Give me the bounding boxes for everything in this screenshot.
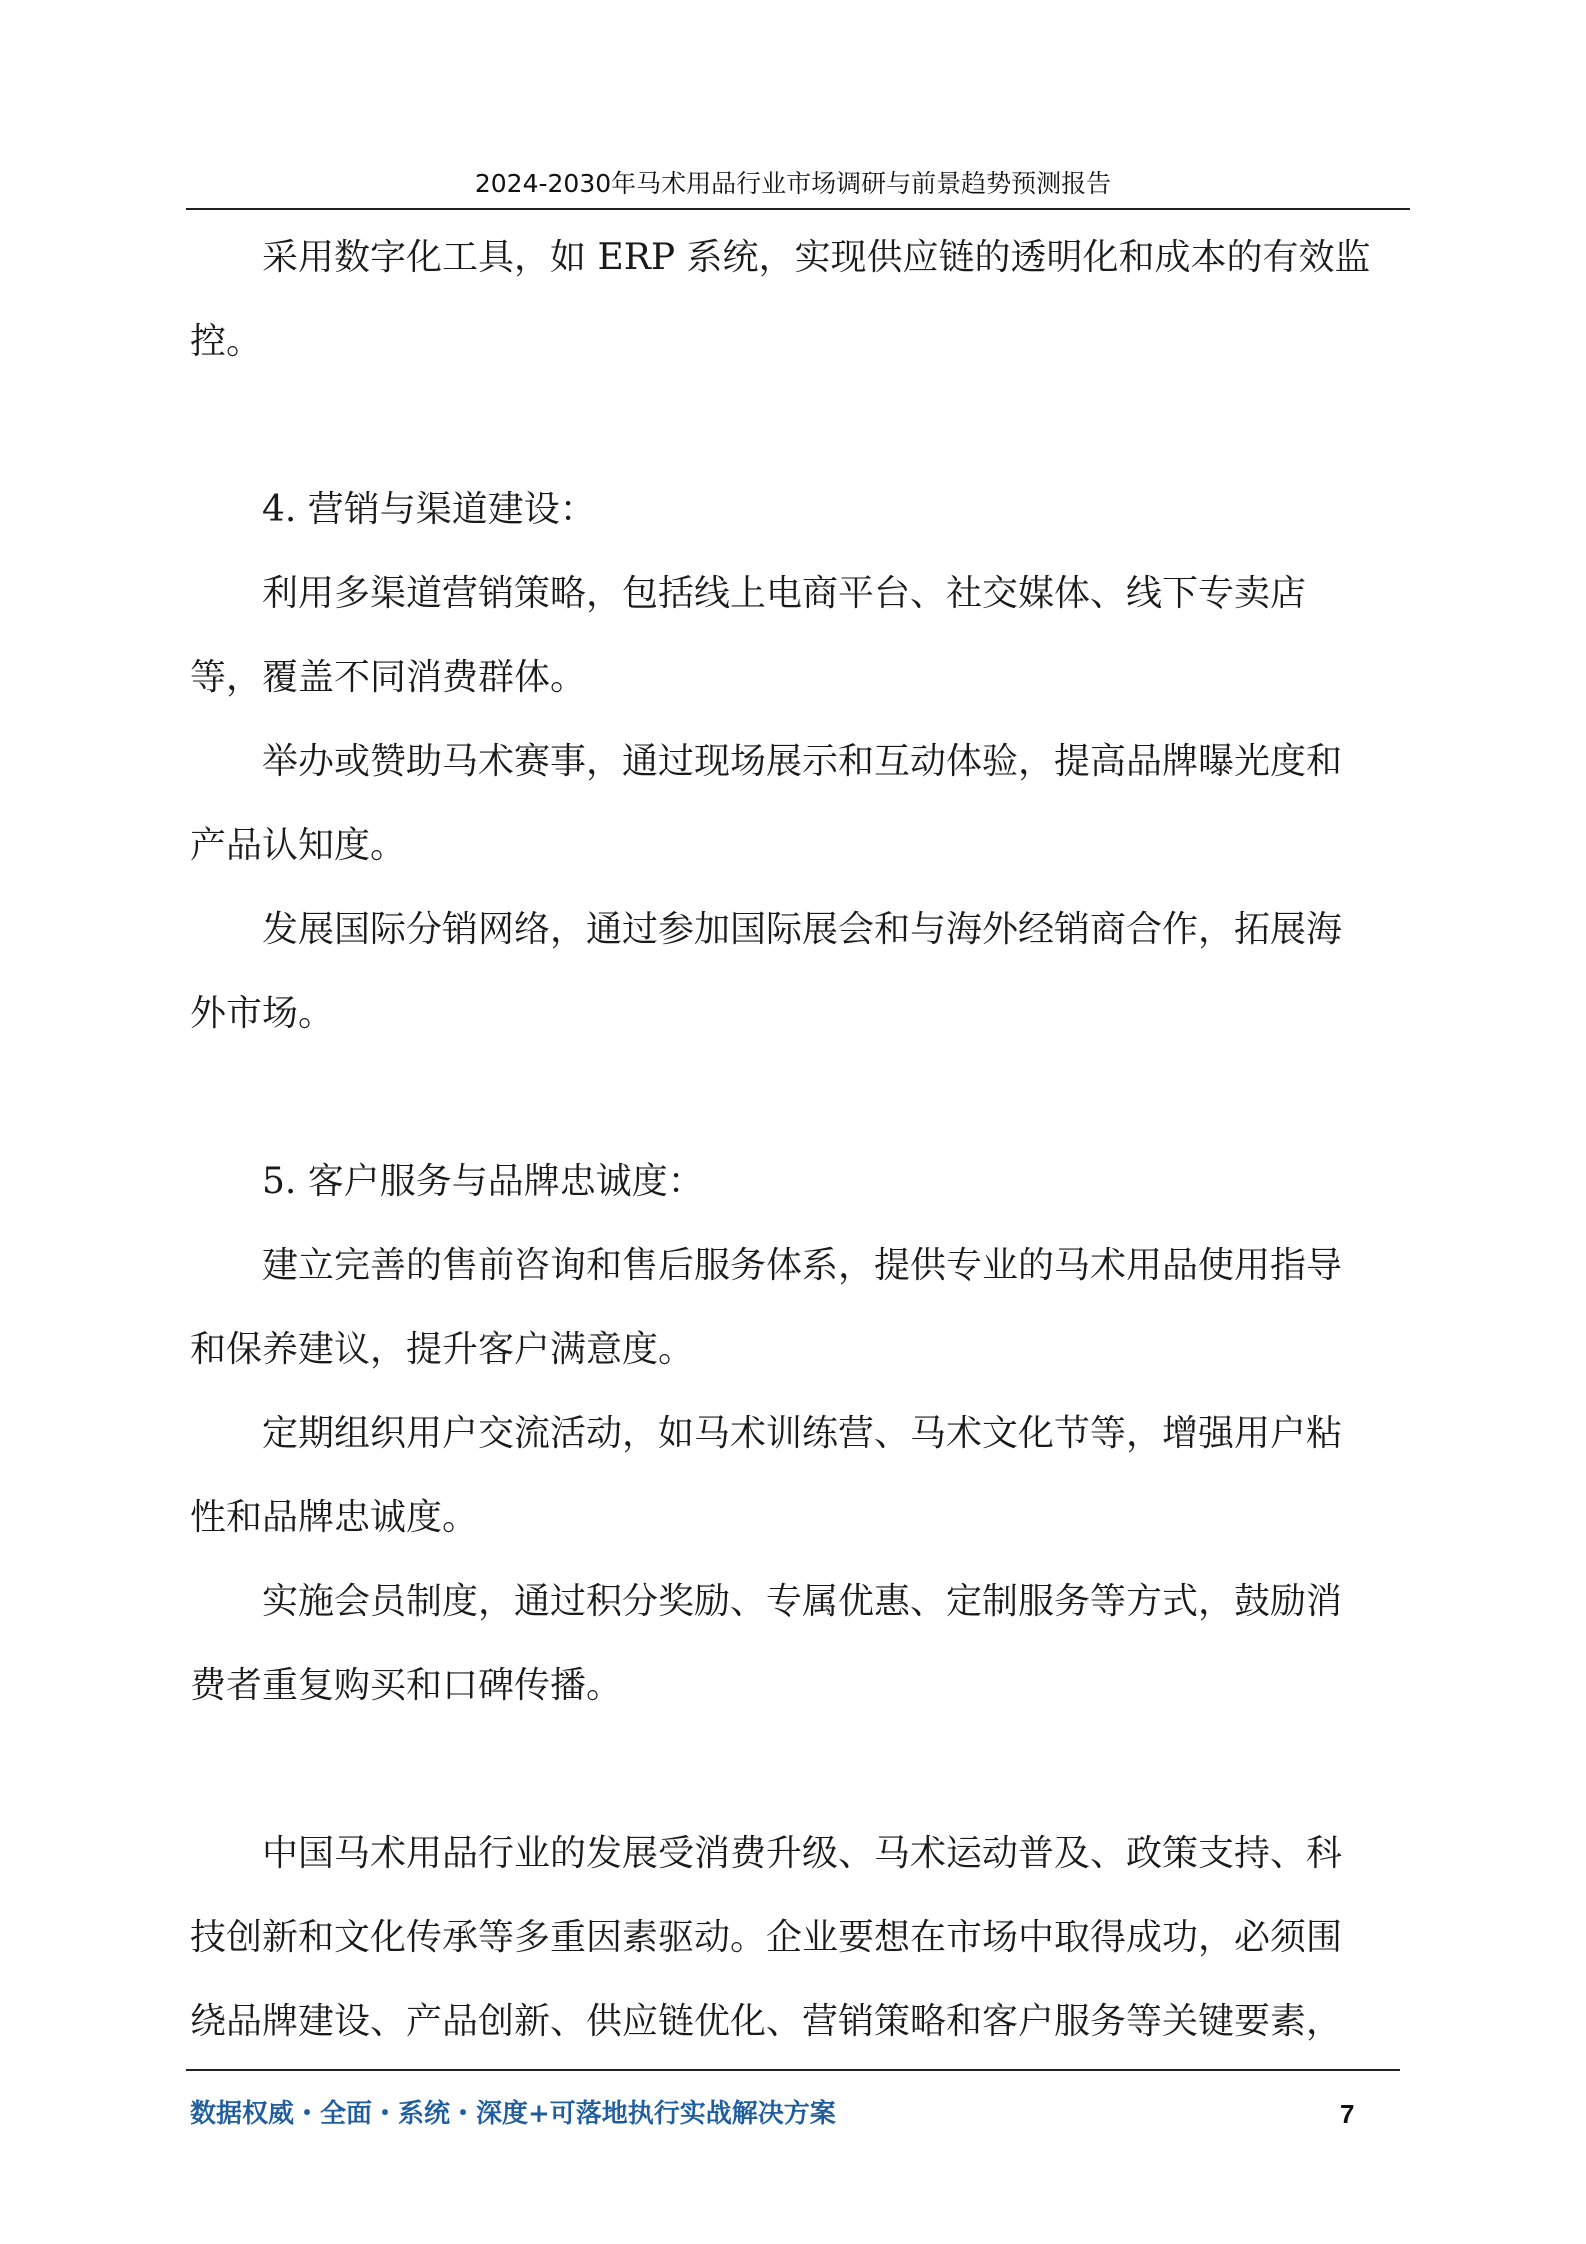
text-line: 费者重复购买和口碑传播。 — [190, 1665, 623, 1706]
text-line: 和保养建议，提升客户满意度。 — [190, 1329, 695, 1370]
blank-line — [190, 1056, 1400, 1140]
text-line: 建立完善的售前咨询和售后服务体系，提供专业的马术用品使用指导 — [190, 1245, 1343, 1286]
footer-divider — [186, 2069, 1400, 2071]
blank-line — [190, 1728, 1400, 1812]
footer-slogan: 数据权威・全面・系统・深度+可落地执行实战解决方案 — [190, 2099, 836, 2129]
text-line: 性和品牌忠诚度。 — [190, 1497, 479, 1538]
text-line: 利用多渠道营销策略，包括线上电商平台、社交媒体、线下专卖店 — [190, 573, 1307, 614]
text-line: 外市场。 — [190, 993, 335, 1034]
text-line: 技创新和文化传承等多重因素驱动。企业要想在市场中取得成功，必须围 — [190, 1917, 1343, 1958]
section-heading-marketing: 4. 营销与渠道建设： — [190, 489, 596, 530]
text-line: 等，覆盖不同消费群体。 — [190, 657, 587, 698]
page-number: 7 — [1340, 2099, 1355, 2129]
text-line: 控。 — [190, 321, 263, 362]
text-line: 产品认知度。 — [190, 825, 407, 866]
report-title: 2024-2030年马术用品行业市场调研与前景趋势预测报告 — [474, 169, 1112, 198]
text-line: 中国马术用品行业的发展受消费升级、马术运动普及、政策支持、科 — [190, 1833, 1343, 1874]
section-heading-service: 5. 客户服务与品牌忠诚度： — [190, 1161, 704, 1202]
header-divider — [186, 208, 1410, 210]
body-text — [190, 216, 1400, 2064]
text-line: 绕品牌建设、产品创新、供应链优化、营销策略和客户服务等关键要素， — [190, 2001, 1343, 2042]
blank-line — [190, 384, 1400, 468]
text-line: 实施会员制度，通过积分奖励、专属优惠、定制服务等方式，鼓励消 — [190, 1581, 1343, 1622]
text-line: 采用数字化工具，如 ERP 系统，实现供应链的透明化和成本的有效监 — [190, 237, 1371, 278]
text-line: 举办或赞助马术赛事，通过现场展示和互动体验，提高品牌曝光度和 — [190, 741, 1343, 782]
text-line: 定期组织用户交流活动，如马术训练营、马术文化节等，增强用户粘 — [190, 1413, 1343, 1454]
text-line: 发展国际分销网络，通过参加国际展会和与海外经销商合作，拓展海 — [190, 909, 1343, 950]
